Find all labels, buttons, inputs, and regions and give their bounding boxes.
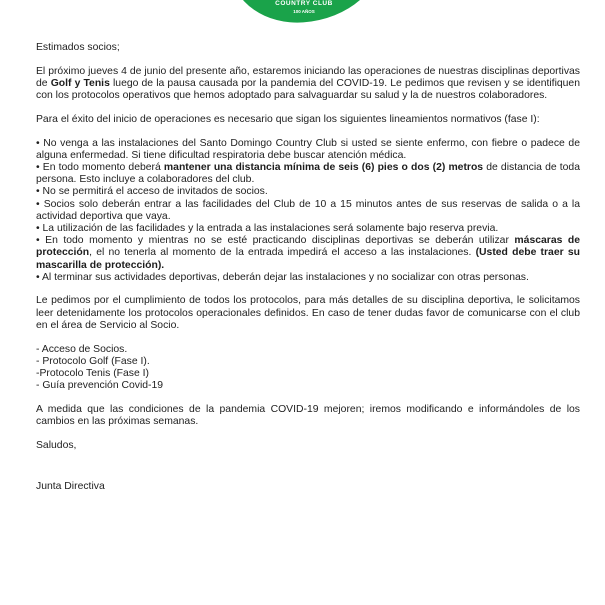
guidelines-list xyxy=(36,138,580,284)
greeting: Estimados socios; xyxy=(36,42,120,53)
paragraph-protocols: Le pedimos por el cumplimiento de todos los protocolos, para más detalles de su disciplina deportiva, le solicitamos leer detenidamente los protocolos operacionales definidos. En caso de tener dudas favor de comunicarse con el club en el área de Servicio al Socio. xyxy=(36,295,580,331)
intro-disciplines: Golf y Tenis xyxy=(50,77,110,89)
document-item: - Acceso de Socios. xyxy=(36,343,128,355)
guideline-text: • En todo momento deberá xyxy=(36,161,164,173)
document-item: -Protocolo Tenis (Fase I) xyxy=(36,367,149,379)
paragraph-guidelines: Para el éxito del inicio de operaciones es necesario que sigan los siguientes lineamientos normativos (fase I): xyxy=(36,113,540,125)
guideline-item xyxy=(36,235,580,272)
guideline-item: • Al terminar sus actividades deportivas, deberán dejar las instalaciones y no socializar con otras personas. xyxy=(36,271,529,283)
guideline-item: • No venga a las instalaciones del Santo Domingo Country Club si usted se siente enfermo, con fiebre o padece de alguna enfermedad. Si tiene dificultad respiratoria debe buscar atención médica. xyxy=(36,137,580,161)
letter-body xyxy=(36,42,580,505)
guideline-text: • En todo momento y mientras no se esté practicando disciplinas deportivas se deberán utilizar xyxy=(36,235,515,247)
guideline-emphasis: (Usted debe traer su mascarilla de protección). xyxy=(36,247,580,271)
guideline-text: , el no tenerla al momento de la entrada impedirá el acceso a las instalaciones. xyxy=(89,247,476,259)
intro-text-c: luego de la pausa causada por la pandemia del COVID-19. Le pedimos que revisen y se identifiquen con los protocolos operativos que hemos adoptado para salvaguardar su salud y la de nuestros colaboradores. xyxy=(36,77,580,102)
guideline-emphasis: máscaras de protección xyxy=(36,235,581,259)
guideline-item: • La utilización de las facilidades y la entrada a las instalaciones será solamente bajo reserva previa. xyxy=(36,222,499,234)
guideline-text: de distancia de toda persona. Esto incluye a colaboradores del club. xyxy=(36,161,580,186)
document-item: - Protocolo Golf (Fase I). xyxy=(36,355,150,367)
club-years: 100 AÑOS xyxy=(293,9,315,14)
document-item: - Guía prevención Covid-19 xyxy=(36,380,164,392)
guideline-item: • No se permitirá el acceso de invitados de socios. xyxy=(36,186,268,198)
guideline-item xyxy=(36,162,580,186)
closing: Saludos, xyxy=(36,439,77,451)
signature: Junta Directiva xyxy=(36,481,105,493)
paragraph-updates: A medida que las condiciones de la pandemia COVID-19 mejoren; iremos modificando e informándoles de los cambios en las próximas semanas. xyxy=(36,403,580,428)
guideline-emphasis: mantener una distancia mínima de seis (6) pies o dos (2) metros xyxy=(163,161,484,173)
paragraph-intro xyxy=(36,66,580,103)
intro-text-a: El próximo jueves 4 de junio del presente año, estaremos iniciando las operaciones de nuestras disciplinas deportivas de xyxy=(36,65,580,89)
guideline-item: • Socios solo deberán entrar a las facilidades del Club de 10 a 15 minutos antes de sus reservas de salida o a la actividad deportiva que vaya. xyxy=(36,198,580,222)
protocol-documents-list xyxy=(36,344,580,393)
club-name: COUNTRY CLUB xyxy=(275,0,333,7)
